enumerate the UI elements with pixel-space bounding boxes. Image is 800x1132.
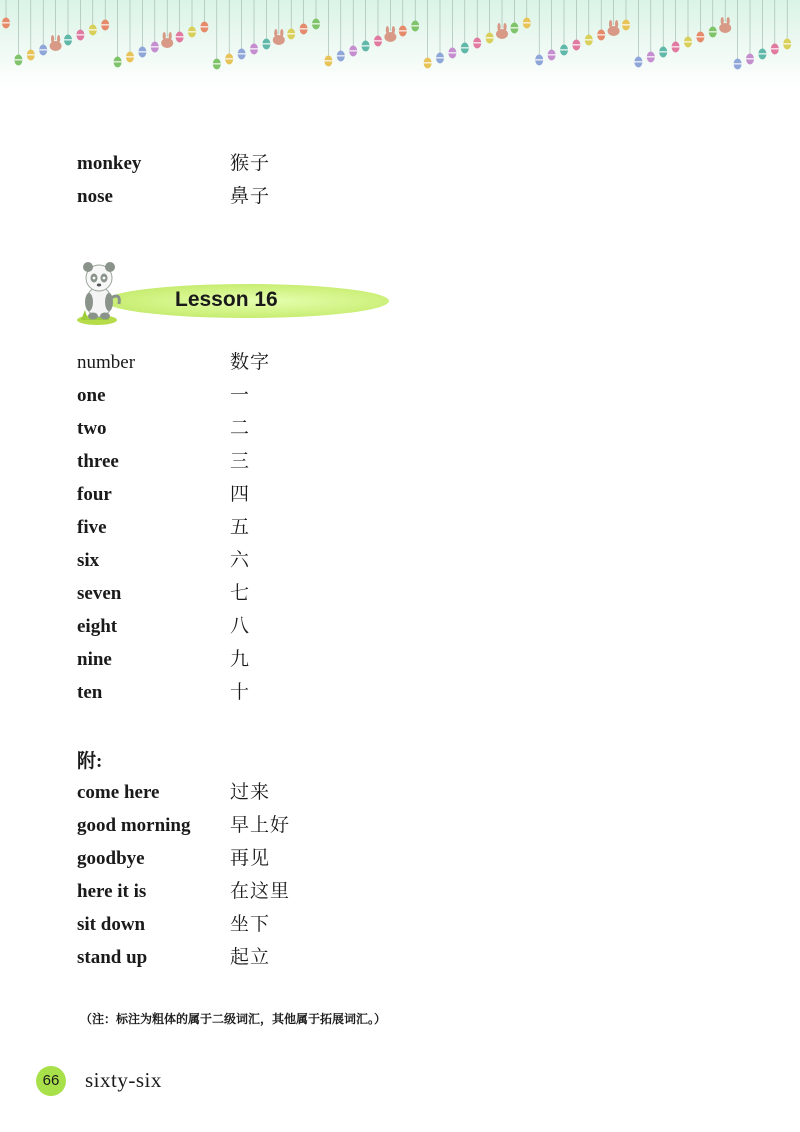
vocab-row xyxy=(77,185,477,218)
vocab-row xyxy=(77,549,477,582)
vocab-row xyxy=(77,582,477,615)
vocab-chinese: 十 xyxy=(230,682,251,703)
vocab-chinese: 一 xyxy=(230,385,251,406)
vocab-chinese: 在这里 xyxy=(230,881,291,902)
vocab-english: number xyxy=(77,352,136,373)
vocab-english: nine xyxy=(77,649,112,670)
vocab-english: here it is xyxy=(77,881,147,902)
vocab-english: one xyxy=(77,385,106,406)
vocab-chinese: 坐下 xyxy=(230,914,271,935)
vocab-chinese: 七 xyxy=(230,583,251,604)
vocab-row xyxy=(77,814,477,847)
vocab-row xyxy=(77,847,477,880)
page-number-words: sixty-six xyxy=(85,1068,162,1092)
decorative-banner xyxy=(0,0,800,90)
vocab-english: sit down xyxy=(77,914,146,935)
vocab-row xyxy=(77,781,477,814)
vocab-chinese: 五 xyxy=(230,517,251,538)
vocab-row xyxy=(77,516,477,549)
vocab-row xyxy=(77,384,477,417)
vocab-row xyxy=(77,946,477,979)
page-number-badge: 66 xyxy=(36,1066,66,1096)
vocab-row xyxy=(77,615,477,648)
vocab-english: three xyxy=(77,451,119,472)
vocab-row xyxy=(77,351,477,384)
vocab-chinese: 三 xyxy=(230,451,251,472)
vocab-english: four xyxy=(77,484,112,505)
panda-icon xyxy=(75,260,131,326)
hanging-eggs-bunnies-illustration xyxy=(0,0,800,90)
vocab-chinese: 猴子 xyxy=(230,153,271,174)
vocab-row xyxy=(77,450,477,483)
vocab-chinese: 过来 xyxy=(230,782,271,803)
vocab-english: eight xyxy=(77,616,118,637)
vocab-english: five xyxy=(77,517,107,538)
vocab-english: goodbye xyxy=(77,848,145,869)
vocab-english: six xyxy=(77,550,100,571)
vocab-chinese: 鼻子 xyxy=(230,186,271,207)
vocab-chinese: 四 xyxy=(230,484,251,505)
vocab-english: seven xyxy=(77,583,122,604)
vocab-english: nose xyxy=(77,186,113,207)
vocab-chinese: 起立 xyxy=(230,947,271,968)
vocab-row xyxy=(77,681,477,714)
vocab-row xyxy=(77,483,477,516)
vocab-chinese: 九 xyxy=(230,649,251,670)
appendix-label: 附: xyxy=(77,751,103,772)
vocab-row xyxy=(77,152,477,185)
vocab-chinese: 数字 xyxy=(230,352,271,373)
vocab-english: monkey xyxy=(77,153,142,174)
vocab-english: stand up xyxy=(77,947,148,968)
vocab-chinese: 六 xyxy=(230,550,251,571)
vocab-chinese: 二 xyxy=(230,418,251,439)
vocab-chinese: 早上好 xyxy=(230,815,291,836)
vocab-english: good morning xyxy=(77,815,191,836)
vocab-english: two xyxy=(77,418,107,439)
lesson-title: Lesson 16 xyxy=(175,288,278,311)
vocab-row xyxy=(77,913,477,946)
vocab-chinese: 再见 xyxy=(230,848,271,869)
lesson-header xyxy=(75,258,395,328)
vocab-row xyxy=(77,648,477,681)
vocab-row xyxy=(77,880,477,913)
vocab-english: ten xyxy=(77,682,103,703)
vocab-row xyxy=(77,417,477,450)
vocab-english: come here xyxy=(77,782,160,803)
footnote: （注：标注为粗体的属于二级词汇，其他属于拓展词汇。） xyxy=(80,1012,387,1026)
vocab-chinese: 八 xyxy=(230,616,251,637)
